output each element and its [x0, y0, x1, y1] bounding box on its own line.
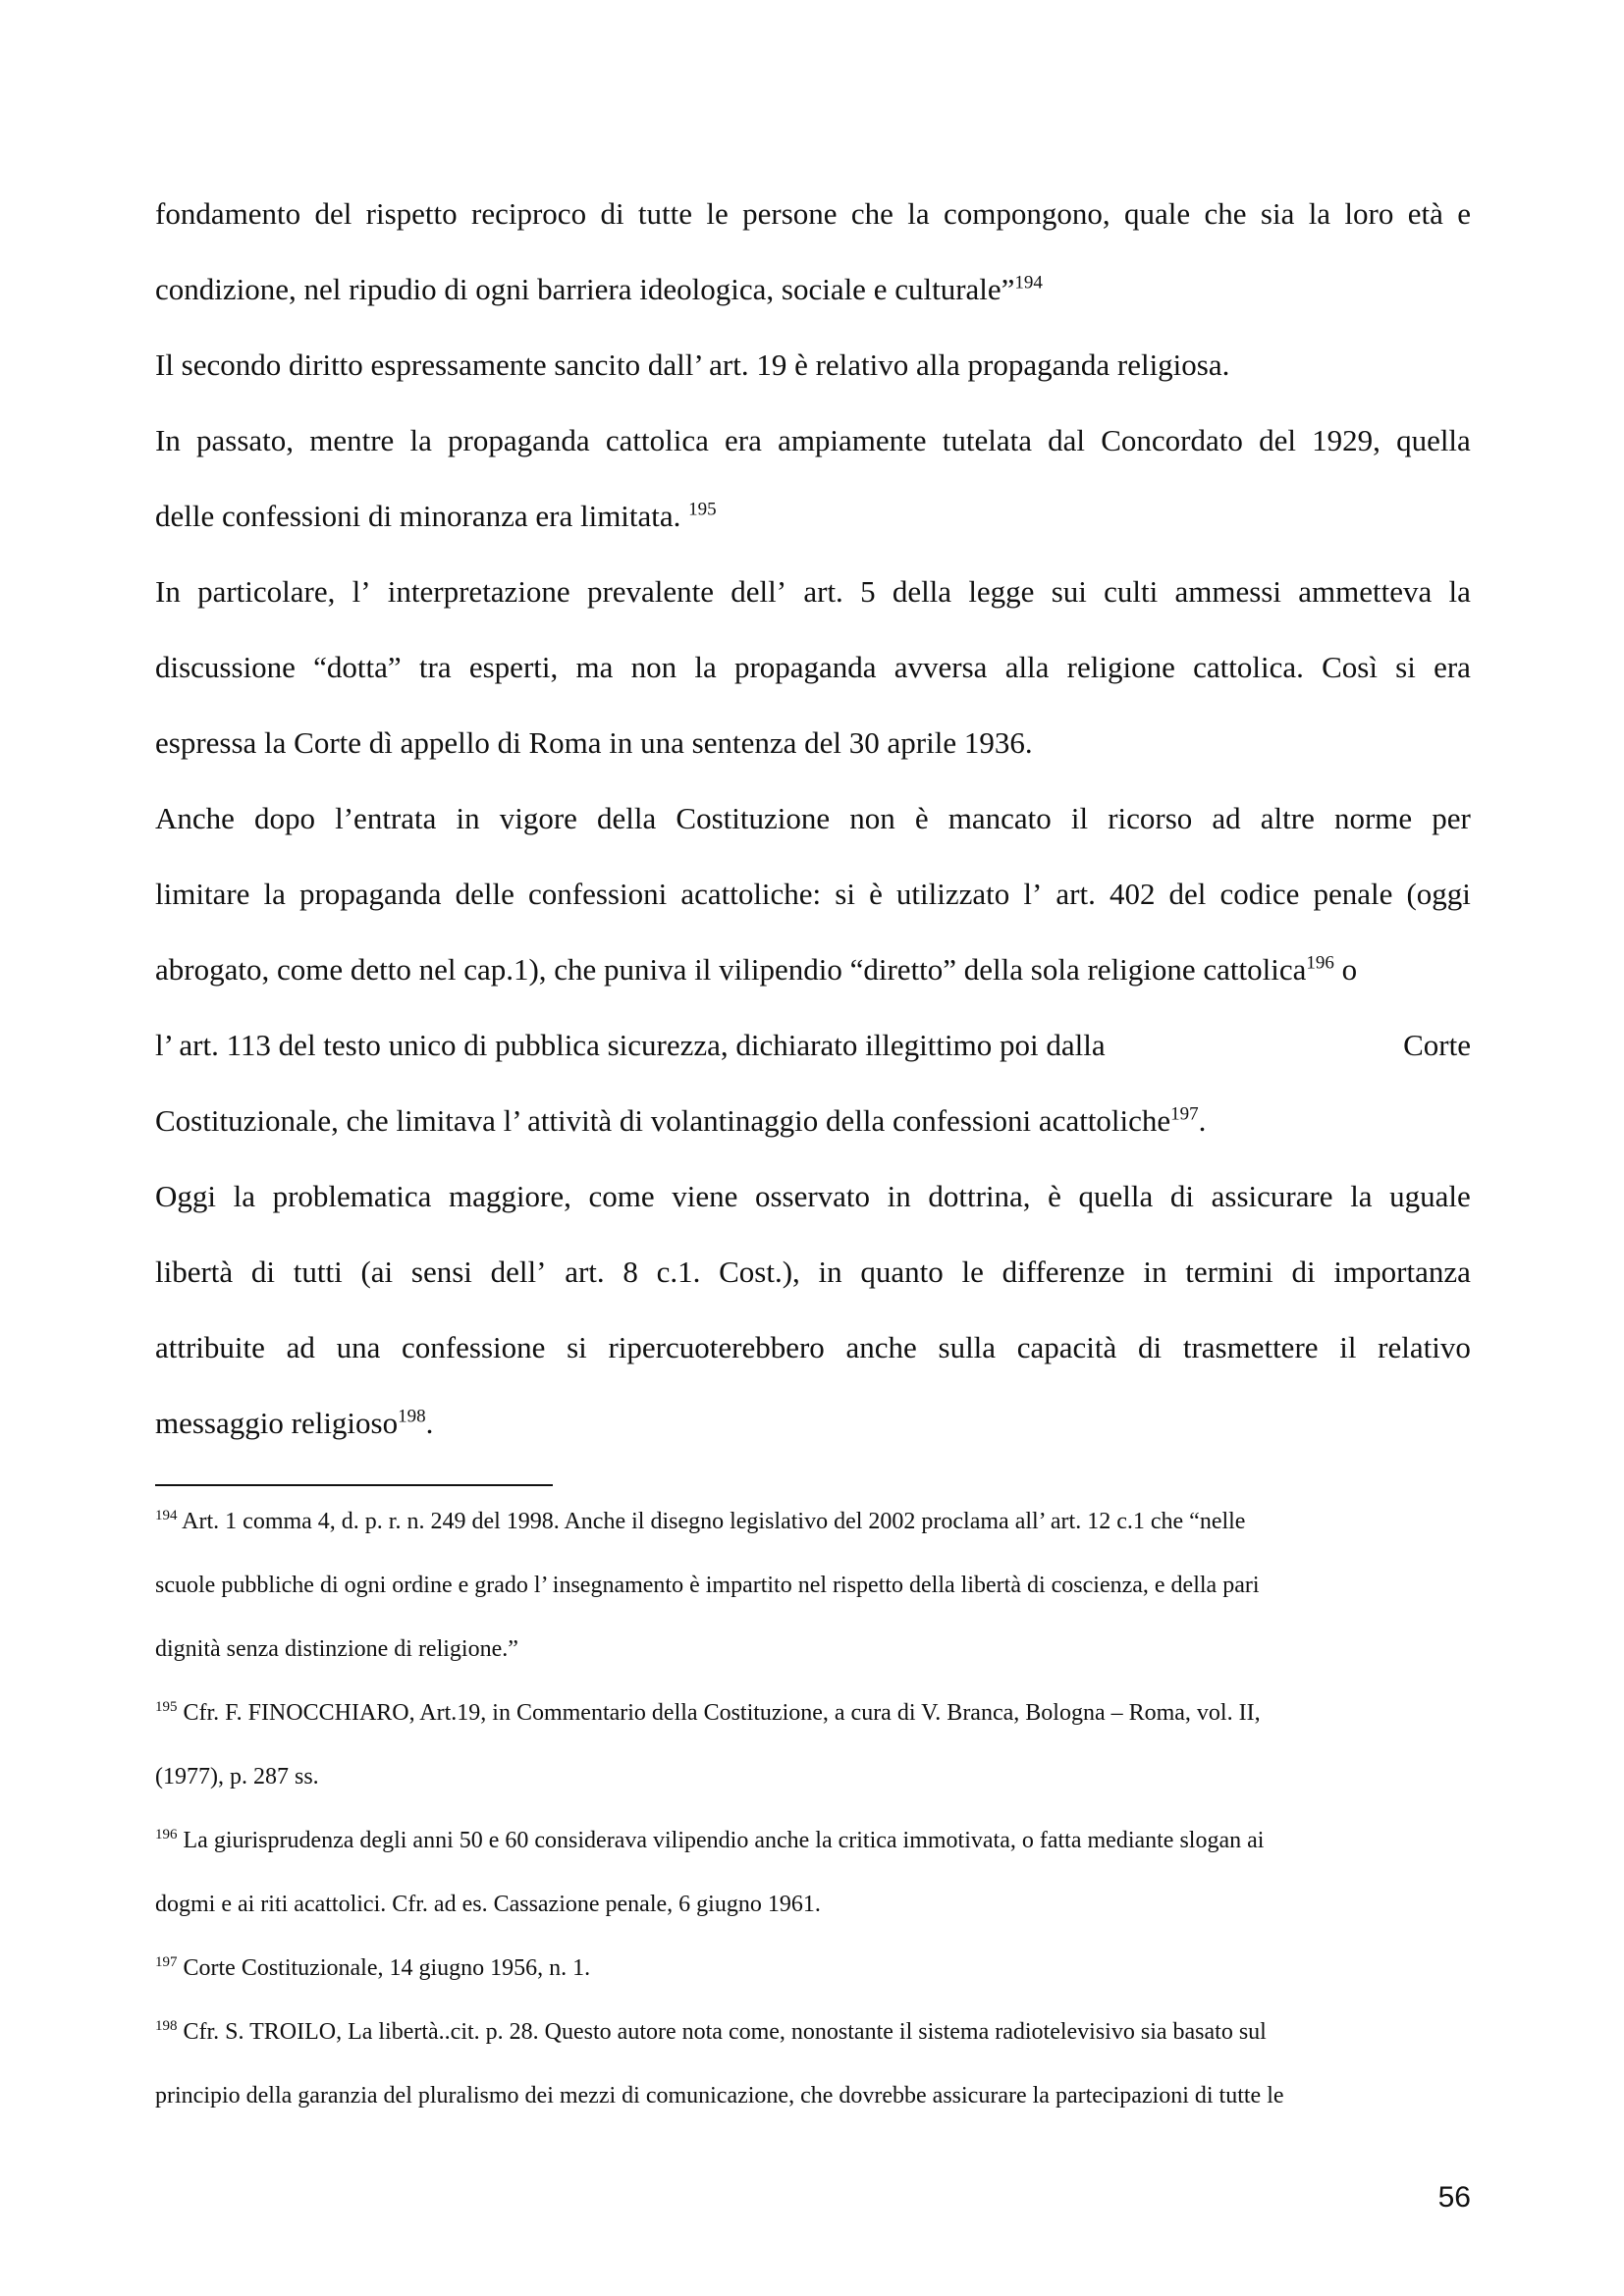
word: in [818, 1255, 842, 1289]
footnote-line [155, 1752, 1471, 1816]
word: alla [1004, 650, 1050, 684]
word: attribuite [155, 1330, 265, 1364]
word: sensi [410, 1255, 472, 1289]
word: acattoliche: [680, 877, 822, 911]
footnote-number: 195 [155, 1699, 178, 1715]
word: cattolica [605, 423, 709, 457]
footnote-text: dogmi e ai riti acattolici. Cfr. ad es. Cassazione penale, 6 giugno 1961. [155, 1892, 821, 1917]
word: una [336, 1330, 381, 1364]
word: della [597, 801, 657, 835]
word: la [1308, 196, 1331, 231]
word: reciproco [471, 196, 587, 231]
text-line-content: . [425, 1406, 434, 1440]
word: altre [1260, 801, 1315, 835]
word: (oggi [1406, 877, 1471, 911]
word: era [725, 423, 762, 457]
text-line [155, 789, 1471, 865]
word: mancato [947, 801, 1052, 835]
word: età [1407, 196, 1443, 231]
text-line-content: messaggio religioso [155, 1406, 399, 1440]
word: ampiamente [778, 423, 927, 457]
text-line-content [155, 562, 1471, 638]
word: ammetteva [1298, 574, 1433, 609]
text-line-content: l’ art. 113 del testo unico di pubblica sicurezza, dichiarato illegittimo poi dalla [155, 1028, 1106, 1062]
word: della [892, 574, 952, 609]
text-line-content: . [1198, 1103, 1207, 1138]
word: ma [575, 650, 614, 684]
word: discussione [155, 650, 296, 684]
word: sui [1051, 574, 1087, 609]
footnote-text: La giurisprudenza degli anni 50 e 60 considerava vilipendio anche la critica immotivata, o fatta mediante slogan ai [177, 1828, 1265, 1853]
word: religione [1066, 650, 1175, 684]
word: c.1. [656, 1255, 701, 1289]
text-line [155, 487, 1471, 562]
word: dal [1048, 423, 1086, 457]
word: termini [1185, 1255, 1273, 1289]
word: le [706, 196, 729, 231]
word: esperti, [468, 650, 559, 684]
word: prevalente [586, 574, 715, 609]
footnote-text: Corte Costituzionale, 14 giugno 1956, n. 1. [177, 1955, 591, 1981]
text-line-content: Costituzionale, che limitava l’ attività di volantinaggio della confessioni acattoliche [155, 1103, 1171, 1138]
word: assicurare [1211, 1179, 1333, 1213]
word: 8 [623, 1255, 638, 1289]
word: del [1259, 423, 1296, 457]
word: legge [968, 574, 1035, 609]
text-line-content: o [1333, 952, 1358, 987]
text-line [155, 714, 1471, 789]
word: in [887, 1179, 911, 1213]
word: art. [803, 574, 843, 609]
word: cattolica. [1193, 650, 1304, 684]
word: loro [1344, 196, 1394, 231]
word: dell’ [490, 1255, 547, 1289]
footnote-197 [155, 1944, 1471, 2007]
word: la [409, 423, 432, 457]
word: In [155, 423, 181, 457]
text-line-content [155, 1167, 1471, 1243]
text-line-content: espressa la Corte dì appello di Roma in una sentenza del 30 aprile 1936. [155, 725, 1033, 760]
word: l’entrata [335, 801, 437, 835]
word: si [1395, 650, 1416, 684]
word: si [567, 1330, 587, 1364]
word: norme [1333, 801, 1413, 835]
word: del [1168, 877, 1207, 911]
text-line-content [155, 1243, 1471, 1318]
word: interpretazione [387, 574, 570, 609]
text-line [155, 1092, 1471, 1167]
word: e [1457, 196, 1471, 231]
word: particolare, [197, 574, 336, 609]
word: ad [286, 1330, 315, 1364]
footnotes [155, 1497, 1471, 2135]
footnote-195 [155, 1688, 1471, 1752]
word: 1929, [1312, 423, 1380, 457]
word: 402 [1109, 877, 1156, 911]
word: ricorso [1108, 801, 1193, 835]
footnote-ref-195[interactable]: 195 [688, 499, 717, 520]
text-line-content [155, 185, 1471, 260]
text-line [155, 411, 1471, 487]
word: limitare [155, 877, 250, 911]
footnote-number: 194 [155, 1508, 178, 1523]
word: art. [1056, 877, 1096, 911]
word: la [233, 1179, 255, 1213]
word: sulla [938, 1330, 997, 1364]
word: compongono, [944, 196, 1110, 231]
word: il [1339, 1330, 1357, 1364]
word: che [1204, 196, 1247, 231]
word: la [1448, 574, 1471, 609]
word: “dotta” [313, 650, 402, 684]
word: Costituzione [676, 801, 831, 835]
word: relativo [1378, 1330, 1471, 1364]
text-line-content [155, 638, 1471, 714]
word: il [1070, 801, 1089, 835]
word: quella [1396, 423, 1471, 457]
footnote-text: (1977), p. 287 ss. [155, 1764, 319, 1789]
footnote-text: Cfr. F. FINOCCHIARO, Art.19, in Commentario della Costituzione, a cura di V. Branca, Bologna – Roma, vol. II, [177, 1700, 1261, 1726]
footnote-194 [155, 1497, 1471, 1561]
footnote-ref-194[interactable]: 194 [1014, 272, 1043, 294]
word: la [263, 877, 286, 911]
word: è [1048, 1179, 1061, 1213]
text-line [155, 185, 1471, 260]
word: quale [1124, 196, 1191, 231]
footnote-ref-197[interactable]: 197 [1170, 1103, 1199, 1125]
word: codice [1219, 877, 1300, 911]
text-line-content: condizione, nel ripudio di ogni barriera ideologica, sociale e culturale” [155, 272, 1015, 306]
footnote-text: principio della garanzia del pluralismo dei mezzi di comunicazione, che dovrebbe assicurare la partecipazioni di tutte le [155, 2083, 1284, 2109]
footnote-196 [155, 1816, 1471, 1880]
footnote-text: Cfr. S. TROILO, La libertà..cit. p. 28. Questo autore nota come, nonostante il sistema radiotelevisivo sia basato sul [177, 2019, 1267, 2045]
word: quella [1078, 1179, 1154, 1213]
text-line [155, 1167, 1471, 1243]
text-line-content [155, 411, 1471, 487]
text-line-content: Il secondo diritto espressamente sancito dall’ art. 19 è relativo alla propaganda religiosa. [155, 347, 1230, 382]
footnote-separator [155, 1484, 553, 1486]
word: persone [742, 196, 838, 231]
text-line-content: abrogato, come detto nel cap.1), che puniva il vilipendio “diretto” della sola religione cattolica [155, 952, 1307, 987]
word: tra [418, 650, 452, 684]
word: ripercuoterebbero [608, 1330, 825, 1364]
word: come [588, 1179, 655, 1213]
word: tutti [293, 1255, 343, 1289]
footnote-text: scuole pubbliche di ogni ordine e grado l’ insegnamento è impartito nel rispetto della libertà di coscienza, e della pari [155, 1573, 1260, 1598]
body-text [155, 185, 1471, 1469]
word: quanto [860, 1255, 944, 1289]
word: mentre [309, 423, 395, 457]
word: di [600, 196, 624, 231]
text-line [155, 865, 1471, 940]
word: fondamento [155, 196, 301, 231]
word: uguale [1389, 1179, 1471, 1213]
word: delle [455, 877, 514, 911]
word: propaganda [448, 423, 590, 457]
word: era [1434, 650, 1471, 684]
footnote-number: 196 [155, 1827, 178, 1842]
word: propaganda [298, 877, 442, 911]
text-line [155, 562, 1471, 638]
word: maggiore, [449, 1179, 571, 1213]
word: l’ [352, 574, 371, 609]
word: sia [1260, 196, 1295, 231]
word: passato, [196, 423, 295, 457]
word: si [835, 877, 855, 911]
page-number: 56 [1437, 2181, 1471, 2214]
word: propaganda [733, 650, 877, 684]
word: problematica [272, 1179, 432, 1213]
word: di [1291, 1255, 1316, 1289]
footnote-line [155, 1561, 1471, 1625]
word: libertà [155, 1255, 234, 1289]
word: di [250, 1255, 276, 1289]
text-line [155, 940, 1471, 1016]
footnote-text: Art. 1 comma 4, d. p. r. n. 249 del 1998. Anche il disegno legislativo del 2002 proclama all’ art. 12 c.1 che “nelle [177, 1509, 1246, 1534]
word: confessione [402, 1330, 546, 1364]
word: art. [565, 1255, 605, 1289]
word: dopo [254, 801, 316, 835]
word: tutelata [942, 423, 1032, 457]
word: l’ [1023, 877, 1043, 911]
word: ammessi [1174, 574, 1281, 609]
text-line-content: delle confessioni di minoranza era limitata. [155, 499, 689, 533]
word: confessioni [528, 877, 668, 911]
word: Concordato [1101, 423, 1243, 457]
word: rispetto [365, 196, 458, 231]
word: dottrina, [928, 1179, 1031, 1213]
word: è [869, 877, 883, 911]
word: penale [1313, 877, 1393, 911]
footnote-text: dignità senza distinzione di religione.” [155, 1636, 518, 1662]
word: Anche [155, 801, 235, 835]
word: non [849, 801, 895, 835]
word: ad [1212, 801, 1241, 835]
text-line [155, 336, 1471, 411]
footnote-ref-196[interactable]: 196 [1306, 952, 1334, 974]
word: anche [845, 1330, 917, 1364]
text-line [155, 1318, 1471, 1394]
word: la [907, 196, 930, 231]
word: non [630, 650, 677, 684]
word: è [914, 801, 929, 835]
footnote-line [155, 1625, 1471, 1688]
footnote-number: 198 [155, 2018, 178, 2034]
footnote-198 [155, 2007, 1471, 2071]
word: importanza [1333, 1255, 1471, 1289]
word: Oggi [155, 1179, 216, 1213]
footnote-number: 197 [155, 1954, 178, 1970]
word: In [155, 574, 181, 609]
word: la [1350, 1179, 1373, 1213]
footnote-line [155, 1880, 1471, 1944]
word: osservato [754, 1179, 871, 1213]
text-line [155, 1016, 1471, 1092]
word: trasmettere [1182, 1330, 1319, 1364]
footnote-ref-198[interactable]: 198 [398, 1406, 426, 1427]
footnote-line [155, 2071, 1471, 2135]
text-line-content [155, 789, 1471, 865]
word: vigore [499, 801, 577, 835]
text-line-content [155, 865, 1471, 940]
word: utilizzato [895, 877, 1010, 911]
word: Così [1322, 650, 1378, 684]
word: differenze [1001, 1255, 1125, 1289]
word: di [1169, 1179, 1195, 1213]
word: del [314, 196, 352, 231]
word: in [456, 801, 480, 835]
word: tutte [637, 196, 693, 231]
word: 5 [860, 574, 876, 609]
word: che [850, 196, 893, 231]
word: dell’ [731, 574, 787, 609]
word: viene [672, 1179, 738, 1213]
word: Cost.), [719, 1255, 800, 1289]
word: culti [1104, 574, 1159, 609]
text-line-content: Corte [1403, 1028, 1471, 1062]
word: la [694, 650, 717, 684]
text-line-content [155, 1318, 1471, 1394]
word: di [1138, 1330, 1163, 1364]
word: le [961, 1255, 984, 1289]
text-line [155, 260, 1471, 336]
word: per [1432, 801, 1471, 835]
text-line [155, 1394, 1471, 1469]
text-line [155, 638, 1471, 714]
text-line [155, 1243, 1471, 1318]
word: (ai [360, 1255, 394, 1289]
word: in [1143, 1255, 1167, 1289]
word: capacità [1016, 1330, 1117, 1364]
word: avversa [893, 650, 988, 684]
